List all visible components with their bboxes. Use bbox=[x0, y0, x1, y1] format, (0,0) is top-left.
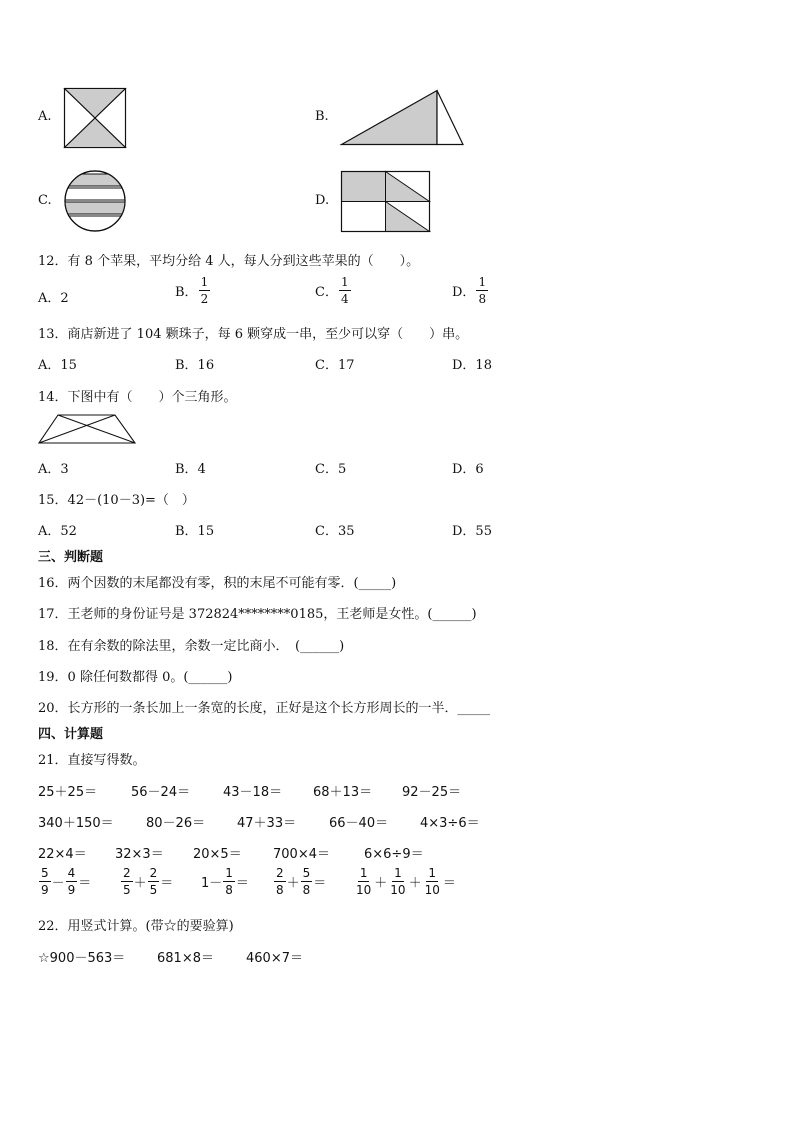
numerator: 4 bbox=[67, 866, 76, 880]
equals: ＝ bbox=[442, 876, 456, 891]
circle-stripes-figure bbox=[63, 170, 127, 232]
calc-item: 700×4＝ bbox=[273, 847, 330, 862]
q12-option-c bbox=[315, 276, 352, 305]
fraction-expression bbox=[38, 867, 91, 896]
question-16-text: 16．两个因数的末尾都没有零，积的末尾不可能有零．(_____) bbox=[38, 576, 397, 591]
equals: ＝ bbox=[160, 876, 174, 891]
question-19-text: 19．0 除任何数都得 0。(______) bbox=[38, 670, 233, 685]
triangle-figure bbox=[341, 90, 465, 146]
calc-item: 68＋13＝ bbox=[313, 785, 373, 800]
fraction bbox=[354, 867, 373, 896]
fraction bbox=[223, 867, 235, 896]
operator: － bbox=[51, 876, 65, 891]
q12-option-a: A．2 bbox=[38, 291, 69, 306]
q13-option-b: B．16 bbox=[175, 358, 215, 373]
fraction bbox=[423, 867, 442, 896]
q15-option-b: B．15 bbox=[175, 524, 215, 539]
numerator: 1 bbox=[478, 275, 487, 289]
q14-option-d: D．6 bbox=[452, 462, 484, 477]
question-22-text: 22．用竖式计算。(带☆的要验算) bbox=[38, 919, 234, 934]
q14-option-a: A．3 bbox=[38, 462, 69, 477]
question-14-text: 14．下图中有（ ）个三角形。 bbox=[38, 390, 237, 405]
option-d-label: D. bbox=[315, 193, 330, 208]
calc-item: 340＋150＝ bbox=[38, 816, 114, 831]
prefix: 1－ bbox=[201, 876, 223, 891]
square-with-diagonals-figure bbox=[64, 88, 126, 148]
denominator: 8 bbox=[225, 883, 233, 897]
numerator: 2 bbox=[276, 866, 284, 880]
question-13-text: 13．商店新进了 104 颗珠子，每 6 颗穿成一串，至少可以穿（ ）串。 bbox=[38, 327, 469, 342]
option-a-label: A. bbox=[38, 109, 52, 124]
question-18-text: 18．在有余数的除法里，余数一定比商小． (______) bbox=[38, 639, 345, 654]
q15-option-d: D．55 bbox=[452, 524, 492, 539]
fraction-expression bbox=[201, 867, 249, 896]
numerator: 1 bbox=[225, 866, 233, 880]
q13-option-d: D．18 bbox=[452, 358, 492, 373]
fraction bbox=[121, 867, 133, 896]
fraction bbox=[39, 867, 51, 896]
denominator: 8 bbox=[302, 883, 311, 897]
denominator: 4 bbox=[340, 292, 349, 306]
numerator: 1 bbox=[359, 866, 368, 880]
question-15-text: 15．42－(10－3)=（ ） bbox=[38, 493, 195, 508]
operator: ＋ bbox=[286, 876, 300, 891]
numerator: 5 bbox=[41, 866, 49, 880]
calc-item: 56－24＝ bbox=[131, 785, 191, 800]
fraction bbox=[148, 867, 160, 896]
denominator: 8 bbox=[276, 883, 284, 897]
question-12-text: 12．有 8 个苹果，平均分给 4 人，每人分到这些苹果的（ ）。 bbox=[38, 254, 420, 269]
calc-item: 43－18＝ bbox=[223, 785, 283, 800]
q12-option-b bbox=[175, 276, 211, 305]
section-4-heading: 四、计算题 bbox=[38, 727, 104, 742]
calc-item: 92－25＝ bbox=[402, 785, 462, 800]
q13-option-c: C．17 bbox=[315, 358, 355, 373]
calc-item: 4×3÷6＝ bbox=[420, 816, 480, 831]
q12-option-d bbox=[452, 276, 489, 305]
option-b-label: B. bbox=[315, 109, 329, 124]
vertical-calc-item: 460×7＝ bbox=[246, 951, 303, 966]
q12-option-b-fraction bbox=[199, 276, 211, 305]
numerator: 5 bbox=[302, 866, 311, 880]
trapezoid-figure bbox=[38, 414, 138, 446]
calc-item: 80－26＝ bbox=[146, 816, 206, 831]
q12-option-c-fraction bbox=[339, 276, 351, 305]
denominator: 9 bbox=[67, 883, 76, 897]
q13-option-a: A．15 bbox=[38, 358, 77, 373]
denominator: 9 bbox=[41, 883, 49, 897]
fraction bbox=[66, 867, 78, 896]
numerator: 2 bbox=[149, 866, 158, 880]
q15-option-a: A．52 bbox=[38, 524, 77, 539]
option-c-label: C. bbox=[38, 193, 52, 208]
denominator: 8 bbox=[478, 292, 487, 306]
calc-item: 20×5＝ bbox=[193, 847, 242, 862]
q14-option-c: C．5 bbox=[315, 462, 347, 477]
q12-option-b-label: B． bbox=[175, 285, 198, 300]
numerator: 1 bbox=[428, 866, 437, 880]
fraction-expression bbox=[120, 867, 173, 896]
q12-option-d-label: D． bbox=[452, 285, 476, 300]
calc-item: 32×3＝ bbox=[115, 847, 164, 862]
q12-option-c-label: C． bbox=[315, 285, 338, 300]
operator: ＋ bbox=[133, 876, 147, 891]
equals: ＝ bbox=[78, 876, 92, 891]
vertical-calc-item: 681×8＝ bbox=[157, 951, 214, 966]
calc-item: 6×6÷9＝ bbox=[364, 847, 424, 862]
denominator: 10 bbox=[424, 883, 440, 897]
denominator: 2 bbox=[200, 292, 209, 306]
fraction bbox=[301, 867, 313, 896]
numerator: 1 bbox=[394, 866, 402, 880]
denominator: 10 bbox=[356, 883, 372, 897]
question-17-text: 17．王老师的身份证号是 372824********0185，王老师是女性。(______) bbox=[38, 607, 477, 622]
numerator: 1 bbox=[340, 275, 349, 289]
vertical-calc-item: ☆900－563＝ bbox=[38, 951, 126, 966]
question-21-text: 21．直接写得数。 bbox=[38, 753, 146, 768]
rectangle-grid-figure bbox=[341, 171, 433, 233]
fraction-expression bbox=[273, 867, 326, 896]
operator: ＋ bbox=[408, 876, 422, 891]
calc-item: 47＋33＝ bbox=[237, 816, 297, 831]
fraction-expression bbox=[353, 867, 456, 896]
calc-item: 22×4＝ bbox=[38, 847, 87, 862]
equals: ＝ bbox=[235, 876, 249, 891]
denominator: 5 bbox=[149, 883, 158, 897]
question-20-text: 20．长方形的一条长加上一条宽的长度，正好是这个长方形周长的一半．_____ bbox=[38, 701, 491, 716]
numerator: 2 bbox=[123, 866, 131, 880]
calc-item: 66－40＝ bbox=[329, 816, 389, 831]
denominator: 10 bbox=[390, 883, 406, 897]
operator: ＋ bbox=[374, 876, 388, 891]
section-3-heading: 三、判断题 bbox=[38, 550, 104, 565]
calc-item: 25＋25＝ bbox=[38, 785, 98, 800]
denominator: 5 bbox=[123, 883, 131, 897]
q14-option-b: B．4 bbox=[175, 462, 206, 477]
q15-option-c: C．35 bbox=[315, 524, 355, 539]
fraction bbox=[388, 867, 407, 896]
q12-option-d-fraction bbox=[476, 276, 488, 305]
fraction bbox=[274, 867, 286, 896]
numerator: 1 bbox=[200, 275, 209, 289]
equals: ＝ bbox=[313, 876, 327, 891]
